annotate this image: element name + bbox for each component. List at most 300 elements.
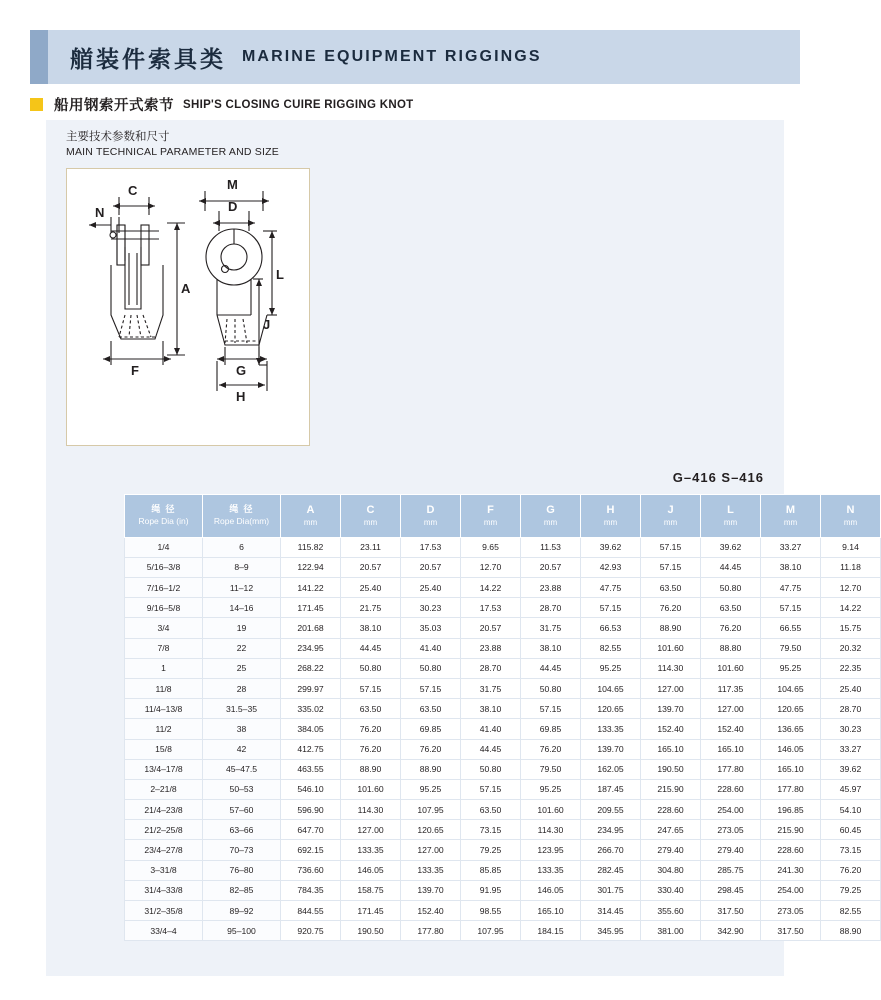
table-cell: 285.75 [701,860,761,880]
table-cell: 28.70 [521,598,581,618]
table-cell: 171.45 [281,598,341,618]
table-cell: 107.95 [461,921,521,941]
table-cell: 79.25 [821,880,881,900]
subtitle-cn: 船用钢索开式索节 [54,98,174,114]
table-cell: 38.10 [461,699,521,719]
table-row [125,921,881,941]
table-cell: 21.75 [341,598,401,618]
table-cell: 139.70 [401,880,461,900]
table-cell: 14–16 [203,598,281,618]
table-cell: 76.20 [701,618,761,638]
table-cell: 127.00 [401,840,461,860]
table-cell: 76.20 [401,739,461,759]
table-cell: 152.40 [641,719,701,739]
column-header-F: F mm [461,495,521,538]
spec-table [124,494,881,941]
header-title-cn: 艏装件索具类 [70,46,226,73]
table-cell: 165.10 [701,739,761,759]
table-cell: 171.45 [341,901,401,921]
technical-drawing [66,168,310,446]
table-cell: 63.50 [401,699,461,719]
table-cell: 120.65 [761,699,821,719]
bullet-square-icon [30,98,43,111]
table-cell: 190.50 [341,921,401,941]
table-row [125,779,881,799]
table-cell: 50.80 [461,759,521,779]
table-row [125,719,881,739]
column-header-N: N mm [821,495,881,538]
table-cell: 381.00 [641,921,701,941]
table-cell: 15/8 [125,739,203,759]
table-cell: 19 [203,618,281,638]
table-cell: 920.75 [281,921,341,941]
table-cell: 57.15 [521,699,581,719]
table-cell: 44.45 [461,739,521,759]
table-cell: 177.80 [701,759,761,779]
table-cell: 146.05 [761,739,821,759]
table-cell: 165.10 [521,901,581,921]
table-cell: 20.57 [401,557,461,577]
table-cell: 60.45 [821,820,881,840]
table-cell: 254.00 [701,800,761,820]
table-cell: 8–9 [203,557,281,577]
table-cell: 54.10 [821,800,881,820]
table-cell: 88.90 [821,921,881,941]
drawing-label-A: A [181,281,191,296]
table-header-row [125,495,881,538]
table-cell: 187.45 [581,779,641,799]
table-cell: 91.95 [461,880,521,900]
table-cell: 266.70 [581,840,641,860]
table-cell: 101.60 [521,800,581,820]
table-cell: 241.30 [761,860,821,880]
table-cell: 23/4–27/8 [125,840,203,860]
drawing-label-C: C [128,183,138,198]
table-row [125,598,881,618]
drawing-label-N: N [95,205,105,220]
table-cell: 57.15 [461,779,521,799]
table-cell: 342.90 [701,921,761,941]
table-cell: 28 [203,678,281,698]
table-cell: 50.80 [341,658,401,678]
table-row [125,739,881,759]
parameter-caption-en: MAIN TECHNICAL PARAMETER AND SIZE [66,146,279,159]
table-cell: 95.25 [761,658,821,678]
table-cell: 7/8 [125,638,203,658]
table-cell: 5/16–3/8 [125,557,203,577]
table-cell: 47.75 [581,578,641,598]
table-cell: 13/4–17/8 [125,759,203,779]
table-cell: 6 [203,537,281,557]
table-cell: 88.90 [641,618,701,638]
drawing-label-M: M [227,177,238,192]
table-cell: 298.45 [701,880,761,900]
table-cell: 47.75 [761,578,821,598]
table-cell: 95.25 [521,779,581,799]
table-cell: 304.80 [641,860,701,880]
table-cell: 3–31/8 [125,860,203,880]
table-cell: 335.02 [281,699,341,719]
table-cell: 79.25 [461,840,521,860]
table-cell: 23.88 [521,578,581,598]
table-cell: 33.27 [821,739,881,759]
table-cell: 107.95 [401,800,461,820]
table-cell: 21/2–25/8 [125,820,203,840]
table-cell: 104.65 [581,678,641,698]
table-cell: 101.60 [341,779,401,799]
drawing-label-F: F [131,363,139,378]
table-cell: 25.40 [401,578,461,598]
table-cell: 50.80 [401,658,461,678]
table-row [125,699,881,719]
table-cell: 31/2–35/8 [125,901,203,921]
table-cell: 38.10 [341,618,401,638]
subtitle-en: SHIP'S CLOSING CUIRE RIGGING KNOT [183,98,414,111]
table-cell: 82–85 [203,880,281,900]
table-cell: 122.94 [281,557,341,577]
table-cell: 57.15 [341,678,401,698]
table-cell: 95–100 [203,921,281,941]
parameter-caption [66,128,279,161]
table-cell: 228.60 [761,840,821,860]
table-cell: 63.50 [641,578,701,598]
table-cell: 268.22 [281,658,341,678]
table-cell: 76.20 [521,739,581,759]
table-cell: 73.15 [821,840,881,860]
table-cell: 11/8 [125,678,203,698]
table-cell: 201.68 [281,618,341,638]
table-cell: 228.60 [701,779,761,799]
table-row [125,638,881,658]
table-cell: 11–12 [203,578,281,598]
table-cell: 22 [203,638,281,658]
table-cell: 196.85 [761,800,821,820]
table-cell: 692.15 [281,840,341,860]
table-row [125,840,881,860]
table-cell: 209.55 [581,800,641,820]
table-cell: 345.95 [581,921,641,941]
table-cell: 17.53 [401,537,461,557]
table-cell: 89–92 [203,901,281,921]
table-cell: 44.45 [341,638,401,658]
table-cell: 57.15 [581,598,641,618]
table-cell: 355.60 [641,901,701,921]
table-cell: 31.75 [521,618,581,638]
table-cell: 101.60 [641,638,701,658]
table-cell: 31.75 [461,678,521,698]
table-cell: 76–80 [203,860,281,880]
table-cell: 76.20 [821,860,881,880]
table-cell: 28.70 [461,658,521,678]
table-cell: 39.62 [701,537,761,557]
table-cell: 41.40 [401,638,461,658]
column-header-C: C mm [341,495,401,538]
table-cell: 57–60 [203,800,281,820]
table-cell: 123.95 [521,840,581,860]
column-header-cn: 绳 径 [151,505,176,516]
table-cell: 20.57 [461,618,521,638]
table-cell: 41.40 [461,719,521,739]
column-header-rope-dia-in [125,495,203,538]
table-cell: 647.70 [281,820,341,840]
table-cell: 596.90 [281,800,341,820]
table-cell: 33.27 [761,537,821,557]
table-cell: 33/4–4 [125,921,203,941]
table-cell: 63–66 [203,820,281,840]
table-cell: 76.20 [641,598,701,618]
table-cell: 141.22 [281,578,341,598]
product-code-label: G–416 S–416 [672,470,764,485]
table-row [125,618,881,638]
table-cell: 79.50 [521,759,581,779]
table-cell: 63.50 [701,598,761,618]
drawing-label-D: D [228,199,238,214]
table-cell: 69.85 [521,719,581,739]
table-cell: 279.40 [641,840,701,860]
table-cell: 45.97 [821,779,881,799]
table-cell: 247.65 [641,820,701,840]
table-row [125,537,881,557]
table-cell: 215.90 [641,779,701,799]
column-header-A: A mm [281,495,341,538]
table-cell: 299.97 [281,678,341,698]
parameter-caption-cn: 主要技术参数和尺寸 [66,129,170,143]
table-cell: 133.35 [521,860,581,880]
table-cell: 57.15 [401,678,461,698]
table-cell: 42.93 [581,557,641,577]
table-cell: 412.75 [281,739,341,759]
table-cell: 215.90 [761,820,821,840]
table-cell: 79.50 [761,638,821,658]
table-row [125,800,881,820]
table-row [125,678,881,698]
table-cell: 184.15 [521,921,581,941]
table-cell: 98.55 [461,901,521,921]
table-cell: 95.25 [581,658,641,678]
table-cell: 9.14 [821,537,881,557]
table-cell: 11.18 [821,557,881,577]
table-cell: 57.15 [761,598,821,618]
table-cell: 114.30 [521,820,581,840]
table-cell: 165.10 [641,739,701,759]
column-header-cn: 绳 径 [229,505,254,516]
table-cell: 25.40 [821,678,881,698]
table-cell: 1 [125,658,203,678]
header-title-en: MARINE EQUIPMENT RIGGINGS [242,48,542,65]
table-cell: 177.80 [401,921,461,941]
table-cell: 42 [203,739,281,759]
table-cell: 330.40 [641,880,701,900]
table-cell: 69.85 [401,719,461,739]
table-row [125,658,881,678]
table-cell: 546.10 [281,779,341,799]
table-cell: 254.00 [761,880,821,900]
table-cell: 20.57 [521,557,581,577]
table-cell: 234.95 [281,638,341,658]
table-cell: 133.35 [341,840,401,860]
table-cell: 35.03 [401,618,461,638]
table-cell: 76.20 [341,719,401,739]
table-cell: 136.65 [761,719,821,739]
table-cell: 30.23 [401,598,461,618]
table-cell: 844.55 [281,901,341,921]
table-cell: 114.30 [341,800,401,820]
section-subtitle [30,94,414,115]
table-cell: 12.70 [821,578,881,598]
table-cell: 63.50 [461,800,521,820]
table-cell: 127.00 [701,699,761,719]
table-cell: 273.05 [761,901,821,921]
table-cell: 15.75 [821,618,881,638]
table-cell: 39.62 [821,759,881,779]
table-cell: 57.15 [641,537,701,557]
column-header-H: H mm [581,495,641,538]
table-row [125,860,881,880]
table-cell: 38.10 [521,638,581,658]
table-cell: 273.05 [701,820,761,840]
drawing-svg [67,169,309,445]
table-cell: 23.88 [461,638,521,658]
table-cell: 165.10 [761,759,821,779]
drawing-label-J: J [263,317,271,332]
table-cell: 30.23 [821,719,881,739]
table-cell: 45–47.5 [203,759,281,779]
table-cell: 73.15 [461,820,521,840]
table-cell: 88.80 [701,638,761,658]
table-cell: 177.80 [761,779,821,799]
table-cell: 12.70 [461,557,521,577]
column-header-en: Rope Dia(mm) [213,516,270,527]
spec-table-wrapper [124,494,862,941]
table-cell: 190.50 [641,759,701,779]
table-cell: 88.90 [401,759,461,779]
table-cell: 146.05 [521,880,581,900]
table-cell: 11/4–13/8 [125,699,203,719]
table-cell: 14.22 [461,578,521,598]
table-cell: 66.55 [761,618,821,638]
table-cell: 20.57 [341,557,401,577]
table-cell: 158.75 [341,880,401,900]
table-cell: 11/2 [125,719,203,739]
table-cell: 50.80 [521,678,581,698]
table-cell: 317.50 [761,921,821,941]
header-accent-bar [30,30,48,84]
table-cell: 115.82 [281,537,341,557]
column-header-G: G mm [521,495,581,538]
table-cell: 17.53 [461,598,521,618]
table-cell: 76.20 [341,739,401,759]
table-cell: 463.55 [281,759,341,779]
table-cell: 22.35 [821,658,881,678]
table-cell: 133.35 [401,860,461,880]
table-body [125,537,881,941]
table-cell: 38.10 [761,557,821,577]
table-cell: 21/4–23/8 [125,800,203,820]
table-cell: 1/4 [125,537,203,557]
table-cell: 162.05 [581,759,641,779]
table-row [125,820,881,840]
column-header-L: L mm [701,495,761,538]
table-cell: 736.60 [281,860,341,880]
column-header-D: D mm [401,495,461,538]
column-header-rope-dia-mm [203,495,281,538]
table-row [125,557,881,577]
table-cell: 82.55 [821,901,881,921]
table-cell: 234.95 [581,820,641,840]
table-cell: 25.40 [341,578,401,598]
table-cell: 39.62 [581,537,641,557]
table-cell: 50.80 [701,578,761,598]
table-cell: 133.35 [581,719,641,739]
table-cell: 127.00 [641,678,701,698]
table-cell: 282.45 [581,860,641,880]
table-cell: 63.50 [341,699,401,719]
table-cell: 14.22 [821,598,881,618]
table-cell: 50–53 [203,779,281,799]
table-cell: 95.25 [401,779,461,799]
drawing-label-L: L [276,267,284,282]
table-cell: 317.50 [701,901,761,921]
table-cell: 31/4–33/8 [125,880,203,900]
column-header-J: J mm [641,495,701,538]
table-cell: 7/16–1/2 [125,578,203,598]
table-cell: 9/16–5/8 [125,598,203,618]
table-cell: 23.11 [341,537,401,557]
table-cell: 28.70 [821,699,881,719]
table-cell: 120.65 [401,820,461,840]
column-header-en: Rope Dia (in) [138,516,189,527]
table-cell: 152.40 [401,901,461,921]
table-cell: 101.60 [701,658,761,678]
page-header [30,30,800,84]
table-cell: 88.90 [341,759,401,779]
table-cell: 25 [203,658,281,678]
table-cell: 31.5–35 [203,699,281,719]
table-cell: 384.05 [281,719,341,739]
table-row [125,578,881,598]
column-header-M: M mm [761,495,821,538]
table-cell: 152.40 [701,719,761,739]
table-cell: 70–73 [203,840,281,860]
table-cell: 3/4 [125,618,203,638]
table-cell: 82.55 [581,638,641,658]
table-row [125,880,881,900]
drawing-label-H: H [236,389,246,404]
table-row [125,759,881,779]
table-cell: 66.53 [581,618,641,638]
table-cell: 127.00 [341,820,401,840]
table-cell: 20.32 [821,638,881,658]
table-cell: 9.65 [461,537,521,557]
table-cell: 104.65 [761,678,821,698]
table-cell: 85.85 [461,860,521,880]
table-cell: 114.30 [641,658,701,678]
table-cell: 117.35 [701,678,761,698]
table-cell: 279.40 [701,840,761,860]
table-cell: 11.53 [521,537,581,557]
table-cell: 57.15 [641,557,701,577]
table-cell: 44.45 [521,658,581,678]
table-cell: 139.70 [641,699,701,719]
table-cell: 44.45 [701,557,761,577]
table-cell: 301.75 [581,880,641,900]
table-row [125,901,881,921]
table-cell: 38 [203,719,281,739]
table-cell: 228.60 [641,800,701,820]
table-cell: 139.70 [581,739,641,759]
table-cell: 146.05 [341,860,401,880]
table-cell: 314.45 [581,901,641,921]
